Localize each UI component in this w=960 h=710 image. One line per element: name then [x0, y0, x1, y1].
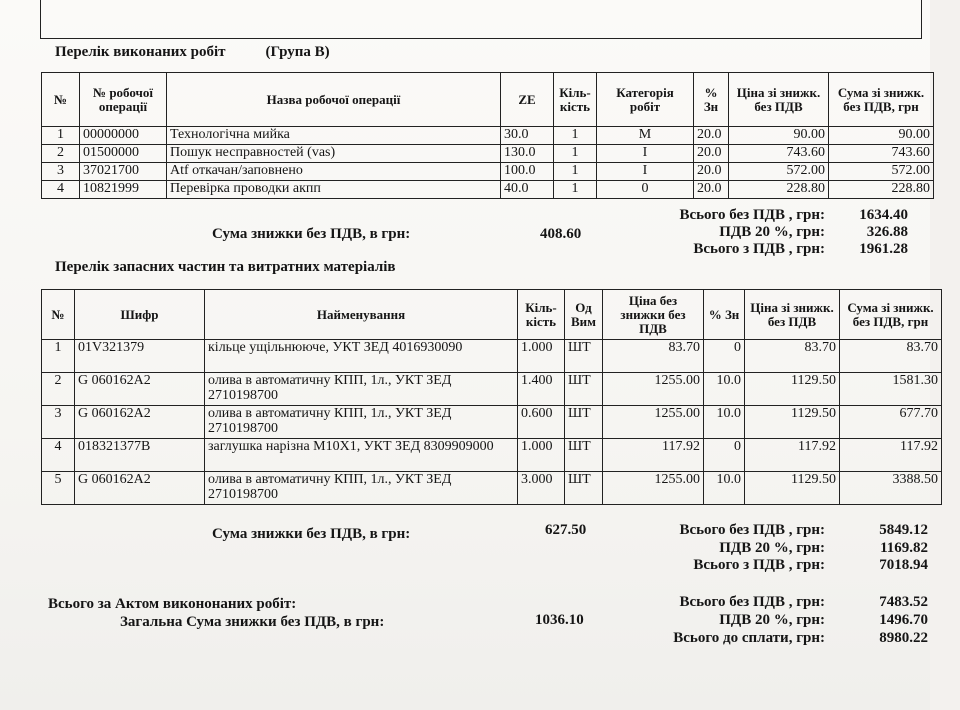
parts-discount-value: 627.50	[545, 522, 587, 538]
cell: 40.0	[501, 181, 554, 199]
works-heading	[55, 44, 330, 61]
cell: ШТ	[565, 340, 603, 373]
cell: I	[597, 145, 694, 163]
cell: 743.60	[829, 145, 934, 163]
cell: G 060162A2	[75, 472, 205, 505]
cell: 1.000	[518, 439, 565, 472]
act-total-due-value: 8980.22	[879, 630, 928, 646]
cell: 1	[554, 163, 597, 181]
works-header: Кіль-кість	[554, 73, 597, 127]
cell: 1.400	[518, 373, 565, 406]
works-header: % Зн	[694, 73, 729, 127]
cell: I	[597, 163, 694, 181]
cell: 117.92	[745, 439, 840, 472]
cell: 83.70	[603, 340, 704, 373]
cell: 130.0	[501, 145, 554, 163]
act-discount-label: Загальна Сума знижки без ПДВ, в грн:	[120, 614, 385, 630]
cell: M	[597, 127, 694, 145]
cell: 1581.30	[840, 373, 942, 406]
works-total-with-vat-label: Всього з ПДВ , грн:	[693, 241, 825, 257]
cell: 1	[42, 127, 80, 145]
cell: 572.00	[829, 163, 934, 181]
cell: 228.80	[829, 181, 934, 199]
cell: 1	[42, 340, 75, 373]
works-header: Сума зі знижк. без ПДВ, грн	[829, 73, 934, 127]
cell: 90.00	[729, 127, 829, 145]
works-discount-value: 408.60	[540, 226, 582, 242]
cell: ШТ	[565, 439, 603, 472]
cell: 228.80	[729, 181, 829, 199]
parts-total-no-vat-label: Всього без ПДВ , грн:	[679, 522, 825, 538]
act-total-no-vat-label: Всього без ПДВ , грн:	[679, 594, 825, 610]
table-row	[42, 472, 942, 505]
cell: G 060162A2	[75, 406, 205, 439]
parts-header: Найменування	[205, 290, 518, 340]
cell: 1255.00	[603, 406, 704, 439]
cell: 117.92	[603, 439, 704, 472]
parts-total-no-vat-value: 5849.12	[879, 522, 928, 538]
cell: заглушка нарізна M10X1, УКТ ЗЕД 8309909000	[205, 439, 518, 472]
works-title: Перелік виконаних робіт	[55, 44, 226, 60]
cell: 677.70	[840, 406, 942, 439]
cell: Перевірка проводки акпп	[167, 181, 501, 199]
parts-vat-value: 1169.82	[880, 540, 928, 556]
cell: 1129.50	[745, 373, 840, 406]
works-header: ZE	[501, 73, 554, 127]
parts-table	[41, 289, 942, 505]
cell: 5	[42, 472, 75, 505]
cell: 3388.50	[840, 472, 942, 505]
cell: 83.70	[840, 340, 942, 373]
parts-header: % Зн	[704, 290, 745, 340]
parts-heading: Перелік запасних частин та витратних матеріалів	[55, 259, 396, 275]
cell: 3.000	[518, 472, 565, 505]
table-row	[42, 373, 942, 406]
parts-header: Шифр	[75, 290, 205, 340]
cell: 2	[42, 373, 75, 406]
cell: 1	[554, 181, 597, 199]
cell: 3	[42, 406, 75, 439]
cell: 10.0	[704, 406, 745, 439]
table-row	[42, 181, 934, 199]
cell: 0	[704, 340, 745, 373]
act-discount-value: 1036.10	[535, 612, 584, 628]
parts-header: Ціна зі знижк. без ПДВ	[745, 290, 840, 340]
works-header: Ціна зі знижк. без ПДВ	[729, 73, 829, 127]
act-vat-value: 1496.70	[879, 612, 928, 628]
table-row	[42, 127, 934, 145]
parts-total-with-vat-value: 7018.94	[879, 557, 928, 573]
table-row	[42, 439, 942, 472]
cell: 1255.00	[603, 472, 704, 505]
cell: 20.0	[694, 163, 729, 181]
table-row	[42, 145, 934, 163]
cell: 90.00	[829, 127, 934, 145]
cell: 00000000	[80, 127, 167, 145]
parts-header-row	[42, 290, 942, 340]
cell: 2	[42, 145, 80, 163]
act-total-no-vat-value: 7483.52	[879, 594, 928, 610]
parts-header: Сума зі знижк. без ПДВ, грн	[840, 290, 942, 340]
cell: 1255.00	[603, 373, 704, 406]
cell: G 060162A2	[75, 373, 205, 406]
works-group: (Група В)	[265, 44, 330, 60]
parts-header: Ціна без знижки без ПДВ	[603, 290, 704, 340]
parts-vat-label: ПДВ 20 %, грн:	[719, 540, 825, 556]
cell: 1129.50	[745, 472, 840, 505]
cell: Технологічна мийка	[167, 127, 501, 145]
cell: 10.0	[704, 373, 745, 406]
table-row	[42, 406, 942, 439]
cell: 83.70	[745, 340, 840, 373]
works-header: №	[42, 73, 80, 127]
works-vat-label: ПДВ 20 %, грн:	[719, 224, 825, 240]
cell: 4	[42, 181, 80, 199]
act-vat-label: ПДВ 20 %, грн:	[719, 612, 825, 628]
cell: олива в автоматичну КПП, 1л., УКТ ЗЕД 2710198700	[205, 472, 518, 505]
cell: 10.0	[704, 472, 745, 505]
cell: ШТ	[565, 472, 603, 505]
cell: 20.0	[694, 181, 729, 199]
cell: 3	[42, 163, 80, 181]
act-total-due-label: Всього до сплати, грн:	[673, 630, 825, 646]
works-header-row	[42, 73, 934, 127]
cell: 0	[704, 439, 745, 472]
works-total-with-vat-value: 1961.28	[859, 241, 908, 257]
cell: ШТ	[565, 373, 603, 406]
cell: 572.00	[729, 163, 829, 181]
cell: ШТ	[565, 406, 603, 439]
cell: 30.0	[501, 127, 554, 145]
works-table	[41, 72, 934, 199]
cell: Пошук несправностей (vas)	[167, 145, 501, 163]
cell: 1129.50	[745, 406, 840, 439]
parts-total-with-vat-label: Всього з ПДВ , грн:	[693, 557, 825, 573]
cell: 4	[42, 439, 75, 472]
cell: 018321377B	[75, 439, 205, 472]
works-header: Категорія робіт	[597, 73, 694, 127]
cell: 1	[554, 145, 597, 163]
act-totals-title: Всього за Актом викононаних робіт:	[48, 596, 297, 612]
works-total-no-vat-value: 1634.40	[859, 207, 908, 223]
table-row	[42, 340, 942, 373]
cell: 1.000	[518, 340, 565, 373]
works-header: Назва робочої операції	[167, 73, 501, 127]
cell: 0.600	[518, 406, 565, 439]
parts-header: Кіль-кість	[518, 290, 565, 340]
cell: олива в автоматичну КПП, 1л., УКТ ЗЕД 2710198700	[205, 373, 518, 406]
cell: 0	[597, 181, 694, 199]
works-total-no-vat-label: Всього без ПДВ , грн:	[679, 207, 825, 223]
table-row	[42, 163, 934, 181]
cell: 20.0	[694, 145, 729, 163]
cell: 10821999	[80, 181, 167, 199]
cell: 20.0	[694, 127, 729, 145]
works-header: № робочої операції	[80, 73, 167, 127]
top-frame	[40, 0, 922, 39]
cell: Atf откачан/заповнено	[167, 163, 501, 181]
cell: кільце ущільнююче, УКТ ЗЕД 4016930090	[205, 340, 518, 373]
cell: 37021700	[80, 163, 167, 181]
cell: 100.0	[501, 163, 554, 181]
parts-header: №	[42, 290, 75, 340]
works-discount-label: Сума знижки без ПДВ, в грн:	[212, 226, 411, 242]
cell: 01V321379	[75, 340, 205, 373]
parts-discount-label: Сума знижки без ПДВ, в грн:	[212, 526, 411, 542]
parts-header: Од Вим	[565, 290, 603, 340]
cell: 743.60	[729, 145, 829, 163]
cell: 1	[554, 127, 597, 145]
works-vat-value: 326.88	[866, 224, 908, 240]
cell: 117.92	[840, 439, 942, 472]
cell: олива в автоматичну КПП, 1л., УКТ ЗЕД 2710198700	[205, 406, 518, 439]
cell: 01500000	[80, 145, 167, 163]
